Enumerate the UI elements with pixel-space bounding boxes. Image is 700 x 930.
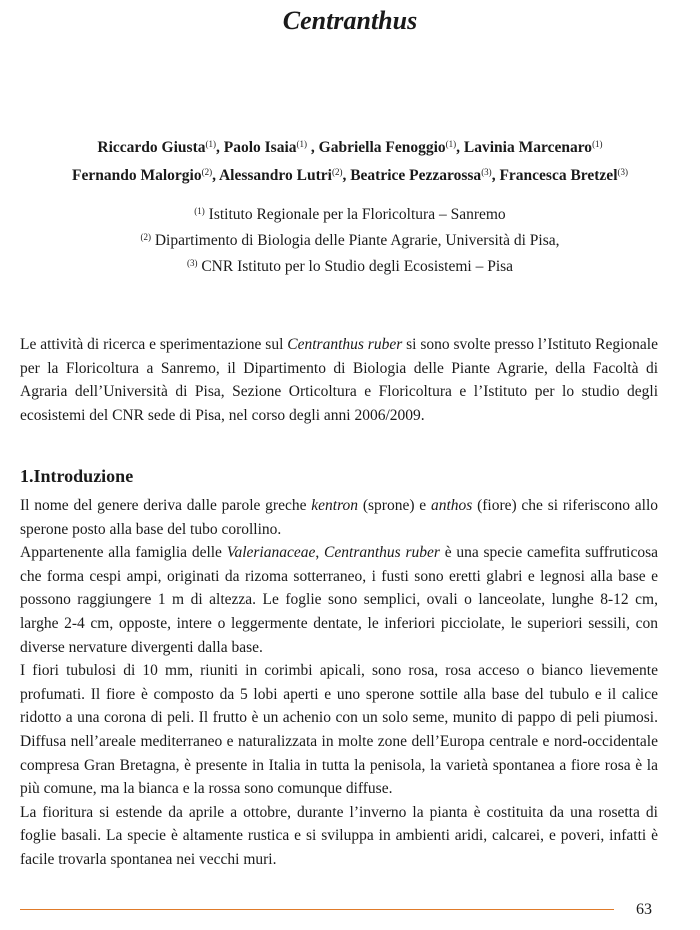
term: anthos [430, 497, 473, 514]
species-name: Centranthus ruber [324, 544, 440, 562]
term: kentron [311, 497, 359, 514]
affiliation-text: Istituto Regionale per la Floricoltura – Sanremo [208, 206, 506, 223]
affiliation-item [0, 252, 700, 278]
text-run: , [315, 544, 325, 562]
author-separator: , [491, 167, 500, 184]
intro-paragraph [20, 333, 658, 427]
affiliation-list [0, 200, 700, 278]
author-name: Beatrice Pezzarossa [350, 167, 482, 184]
author-affil-ref: (1) [592, 139, 603, 149]
affiliation-ref: (2) [140, 232, 151, 242]
affiliation-text: Dipartimento di Biologia delle Piante Agrarie, Università di Pisa, [154, 232, 560, 249]
author-name: Francesca Bretzel [499, 167, 618, 184]
text-run: Appartenente alla famiglia delle [20, 544, 227, 562]
page-title: Centranthus [282, 6, 418, 35]
footer-rule [20, 909, 614, 910]
affiliation-ref: (1) [194, 206, 205, 216]
text-run: (fiore) che si riferiscono allo sperone posto alla base del tubo corollino. [20, 497, 658, 538]
author-affil-ref: (1) [205, 139, 216, 149]
author-affil-ref: (2) [201, 167, 213, 177]
author-affil-ref: (3) [481, 167, 492, 177]
family-name: Valerianaceae [226, 544, 316, 562]
author-separator: , [215, 139, 224, 156]
author-name: Gabriella Fenoggio [318, 139, 446, 156]
affiliation-text: CNR Istituto per lo Studio degli Ecosistemi – Pisa [201, 258, 514, 275]
author-separator: , [342, 167, 351, 184]
paragraph [20, 541, 658, 659]
affiliation-item [0, 226, 700, 252]
text-run: è una specie camefita suffruticosa che forma cespi ampi, originati da rizoma sotterraneo, i fusti sono eretti glabri e legnosi alla base e possono raggiungere 1 m di altezza. Le foglie sono semplici, ovali o lanceolate, lunghe 8-12 cm, larghe 2-4 cm, opposte, intere o leggermente dentate, le inferiori picciolate, le superiori sessili, con diverse nervature divergenti dalla base. [20, 544, 659, 656]
author-affil-ref: (1) [296, 139, 308, 149]
text-run: Il nome del genere deriva dalle parole greche [20, 497, 312, 514]
author-name: Riccardo Giusta [97, 139, 206, 156]
paragraph: La fioritura si estende da aprile a ottobre, durante l’inverno la pianta è costituita da una rosetta di foglie basali. La specie è altamente rustica e si sviluppa in ambienti aridi, calcarei, e poveri, infatti è facile trovarla spontanea nei vecchi muri. [20, 803, 658, 868]
text-run: (sprone) e [358, 497, 431, 514]
author-name: Alessandro Lutri [218, 167, 332, 184]
affiliation-ref: (3) [186, 258, 198, 268]
author-line-1 [0, 132, 700, 160]
section-body [20, 494, 658, 872]
author-separator: , [456, 139, 464, 156]
species-name: Centranthus ruber [287, 336, 403, 353]
author-affil-ref: (3) [617, 167, 628, 177]
author-name: Paolo Isaia [223, 139, 297, 156]
paragraph: I fiori tubulosi di 10 mm, riuniti in corimbi apicali, sono rosa, rosa acceso o bianco lievemente profumati. Il fiore è composto da 5 lobi aperti e uno sperone sottile alla base del tubulo e il calice ridotto a una corona di peli. Il frutto è un achenio con un solo seme, munito di pappo di peli piumosi. Diffusa nell’areale mediterraneo e naturalizzata in molte zone dell’Europa centrale e nord-occidentale compresa Gran Bretagna, è presente in Italia in tutta la penisola, la varietà spontanea a fiore rosa è la più comune, ma la bianca e la rossa sono comunque diffuse. [20, 662, 658, 798]
author-name: Fernando Malorgio [71, 167, 202, 184]
affiliation-item [0, 200, 700, 226]
author-affil-ref: (2) [331, 167, 343, 177]
text-run: Le attività di ricerca e sperimentazione sul [20, 336, 288, 353]
author-line-2 [0, 160, 700, 188]
author-list [0, 132, 700, 188]
author-name: Lavinia Marcenaro [463, 139, 593, 156]
page-number: 63 [636, 901, 652, 918]
author-separator: , [212, 167, 219, 184]
text-run: si sono svolte presso l’Istituto Regionale per la Floricoltura a Sanremo, il Dipartimento di Biologia delle Piante Agrarie, della Facoltà di Agraria dell’Università di Pisa, Sezione Orticoltura e Floricoltura e l’Istituto per lo studio degli ecosistemi del CNR sede di Pisa, nel corso degli anni 2006/2009. [20, 336, 658, 424]
author-affil-ref: (1) [445, 139, 457, 149]
section-heading: 1.Introduzione [20, 466, 134, 486]
author-separator: , [307, 139, 319, 156]
paragraph [20, 494, 658, 541]
